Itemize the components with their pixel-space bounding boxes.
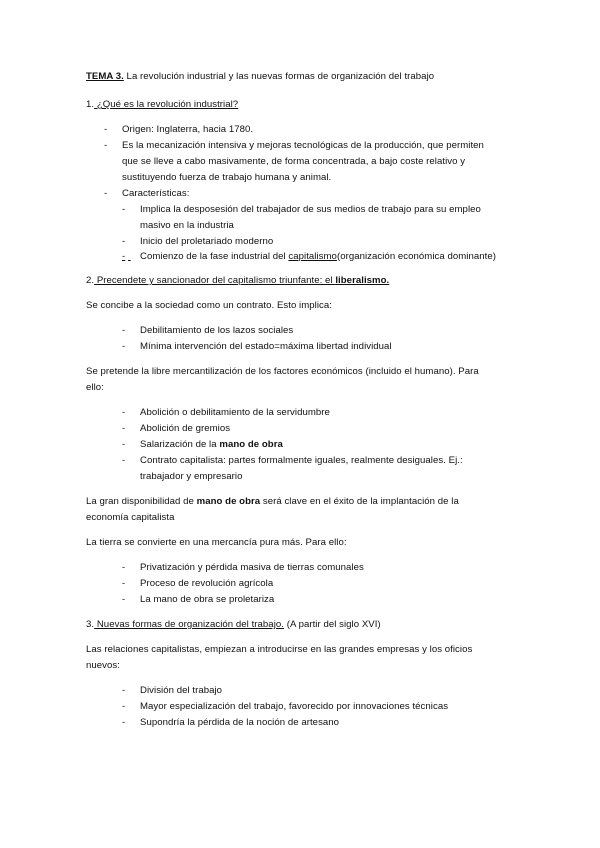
sublist-item: Implica la desposesión del trabajador de sus medios de trabajo para su empleo (140, 204, 481, 215)
sublist-item-cont: masivo en la industria (140, 220, 234, 231)
bullet-dash: - (122, 251, 126, 262)
list-item: Mayor especialización del trabajo, favorecido por innovaciones técnicas (140, 701, 449, 712)
bullet-dash: - (104, 188, 108, 199)
bullet-dash: - (122, 701, 126, 712)
bullet-dash: - (122, 423, 126, 434)
list-item-mecanizacion: Es la mecanización intensiva y mejoras tecnológicas de la producción, que permiten (122, 140, 484, 151)
list-item: Debilitamiento de los lazos sociales (140, 325, 294, 336)
sublist-item: Comienzo de la fase industrial del capitalismo(organización económica dominante) (140, 251, 496, 262)
paragraph: Las relaciones capitalistas, empiezan a introducirse en las grandes empresas y los oficios (86, 644, 473, 655)
sublist-item: Inicio del proletariado moderno (140, 236, 274, 247)
list-item-origen: Origen: Inglaterra, hacia 1780. (122, 124, 254, 135)
list-item: Proceso de revolución agrícola (140, 578, 274, 589)
list-item: Mínima intervención del estado=máxima libertad individual (140, 341, 392, 352)
section-2-heading: 2. Precendete y sancionador del capitalismo triunfante: el liberalismo. (86, 275, 390, 286)
paragraph: La tierra se convierte en una mercancía pura más. Para ello: (86, 537, 347, 548)
section-1-heading: 1. ¿Qué es la revolución industrial? (86, 99, 239, 110)
list-item: La mano de obra se proletariza (140, 594, 275, 605)
list-item-mecanizacion-cont: sustituyendo fuerza de trabajo humana y animal. (122, 172, 332, 183)
bullet-dash: - (104, 140, 108, 151)
list-item-caracteristicas: Características: (122, 188, 190, 199)
bullet-dash: - (122, 685, 126, 696)
bullet-dash: - (122, 325, 126, 336)
list-item: Salarización de la mano de obra (140, 439, 283, 450)
list-item: Contrato capitalista: partes formalmente iguales, realmente desiguales. Ej.: (140, 455, 463, 466)
paragraph-cont: nuevos: (86, 660, 120, 671)
bullet-dash: - (122, 341, 126, 352)
bullet-dash: - (122, 562, 126, 573)
paragraph: Se concibe a la sociedad como un contrato. Esto implica: (86, 300, 332, 311)
list-item: División del trabajo (140, 685, 223, 696)
paragraph: Se pretende la libre mercantilización de los factores económicos (incluido el humano). Para (86, 366, 479, 377)
paragraph: La gran disponibilidad de mano de obra será clave en el éxito de la implantación de la (86, 496, 459, 507)
list-item: Abolición o debilitamiento de la servidumbre (140, 407, 330, 418)
list-item: Supondría la pérdida de la noción de artesano (140, 717, 340, 728)
document-title (86, 71, 434, 83)
paragraph-cont: economía capitalista (86, 512, 175, 523)
title-label: TEMA 3. (86, 71, 124, 82)
bullet-dash: - (122, 578, 126, 589)
bullet-dash: - (122, 236, 126, 247)
list-item: Abolición de gremios (140, 423, 231, 434)
list-item: Privatización y pérdida masiva de tierras comunales (140, 562, 364, 573)
section-3-heading: 3. Nuevas formas de organización del trabajo. (A partir del siglo XVI) (86, 619, 381, 630)
paragraph-cont: ello: (86, 382, 104, 393)
bullet-dash: - (122, 439, 126, 450)
list-item-mecanizacion-cont: que se lleve a cabo masivamente, de forma concentrada, a bajo coste relativo y (122, 156, 466, 167)
bullet-dash: - (122, 407, 126, 418)
list-item-cont: trabajador y empresario (140, 471, 243, 482)
bullet-dash: - (122, 594, 126, 605)
bullet-dash: - (104, 124, 108, 135)
bullet-dash: - (122, 204, 126, 215)
bullet-dash: - (122, 717, 126, 728)
bullet-dash: - (122, 455, 126, 466)
title-text: La revolución industrial y las nuevas formas de organización del trabajo (123, 71, 435, 82)
